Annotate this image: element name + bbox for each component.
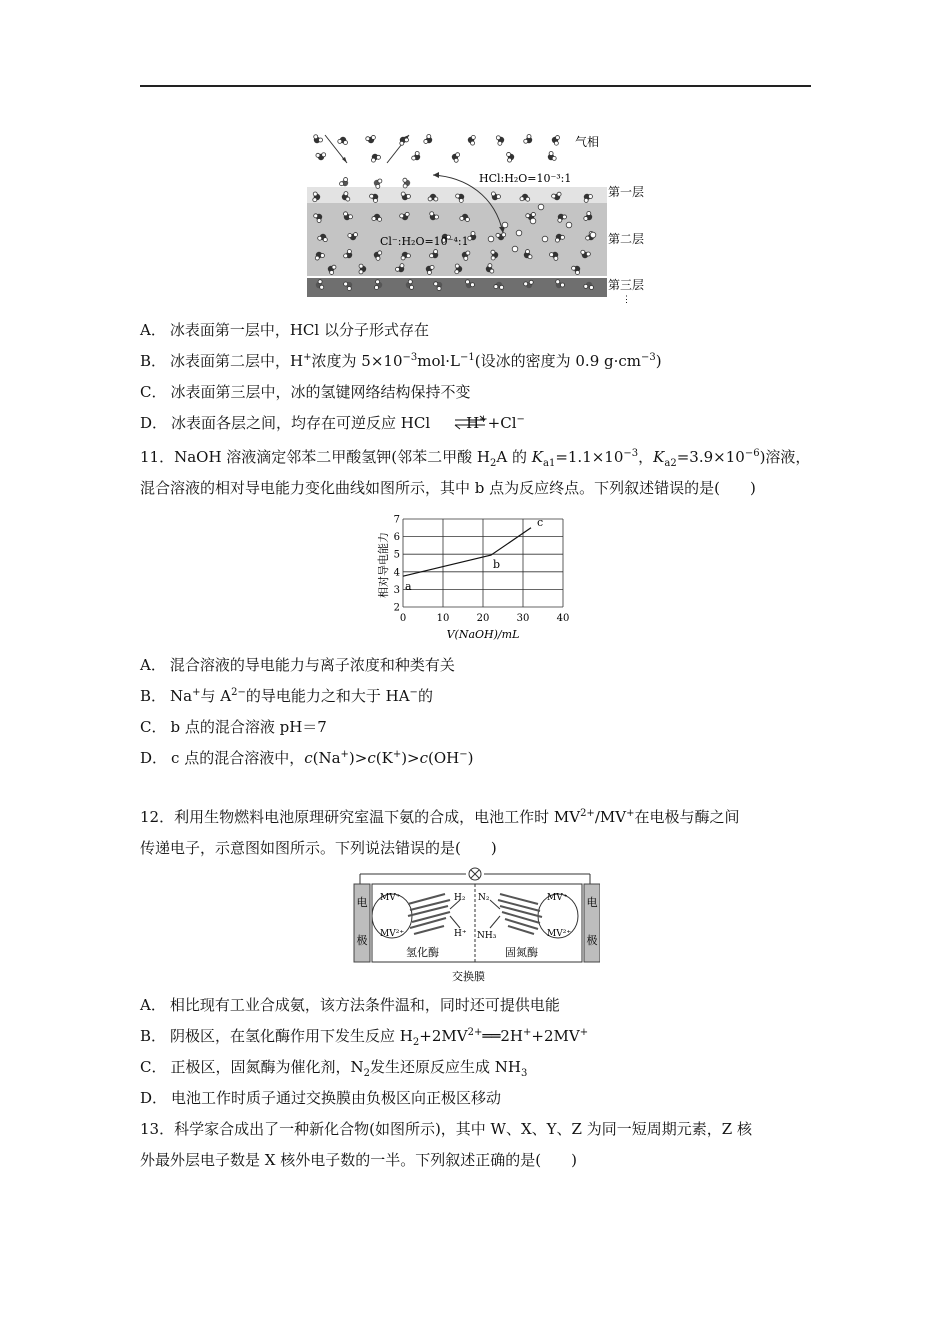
water-molecule [452, 153, 460, 163]
water-molecule [548, 152, 556, 161]
electrode-left-top: 电 [356, 896, 368, 909]
water-molecule [366, 135, 376, 143]
layer1-label: 第一层 [608, 185, 645, 199]
nitrogenase-label: 固氮酶 [505, 946, 538, 959]
water-molecule [400, 137, 409, 145]
nh3-label: NH₃ [477, 931, 497, 941]
q10-option-d: D． 冰表面各层之间，均存在可逆反应 HCl H++Cl− [140, 414, 525, 432]
q12-stem-line1: 12．利用生物燃料电池原理研究室温下氨的合成，电池工作时 $MV^{2+}/MV^+$在电极与酶之间 [140, 808, 740, 826]
q12-option-a: A． 相比现有工业合成氨，该方法条件温和，同时还可提供电能 [140, 996, 560, 1014]
mv2plus-right: MV²⁺ [547, 929, 572, 939]
electrode-right-bottom: 极 [586, 934, 598, 947]
chart-point-label: a [405, 580, 412, 594]
ellipsis-label: ⋮ [622, 295, 631, 305]
q12-stem-line2: 传递电子，示意图如图所示。下列说法错误的是( ) [140, 839, 497, 857]
hplus-label: H⁺ [454, 929, 467, 939]
chart-y-tick: 3 [393, 584, 400, 596]
chart-x-tick: 20 [476, 613, 490, 624]
hydrogenase-label: 氢化酶 [406, 946, 439, 959]
ice-surface-figure [305, 125, 650, 305]
water-molecule [314, 135, 323, 143]
mv-plus-left: MV⁺ [380, 893, 401, 903]
chart-y-tick: 2 [393, 602, 400, 614]
ion-marker [530, 218, 536, 224]
q11-stem-line2: 混合溶液的相对导电能力变化曲线如图所示，其中 b 点为反应终点。下列叙述错误的是( ) [140, 479, 756, 497]
mv2plus-left: MV²⁺ [380, 929, 405, 939]
q12-option-d: D． 电池工作时质子通过交换膜由负极区向正极区移动 [140, 1089, 502, 1107]
layer2-label: 第二层 [608, 232, 645, 246]
ion-marker [512, 246, 518, 252]
chart-x-tick: 40 [556, 613, 570, 624]
h2-label: H₂ [454, 893, 466, 903]
water-molecule [496, 136, 504, 146]
n2-label: N₂ [478, 893, 490, 903]
chart-series-line [403, 528, 531, 576]
equilibrium-arrow-icon [452, 414, 488, 432]
fuel-cell-figure [350, 864, 600, 986]
chart-y-tick: 6 [393, 532, 400, 544]
chart-x-tick: 10 [436, 613, 450, 624]
q13-stem-line2: 外最外层电子数是 X 核外电子数的一半。下列叙述正确的是( ) [140, 1151, 577, 1169]
chart-point-label: c [537, 515, 544, 529]
q11-stem-line1: 11．NaOH 溶液滴定邻苯二甲酸氢钾(邻苯二甲酸 $H_2A$ 的 $K_{a1}=1.1\times 10^{-3}$，$K_{a2}=3.9\times 10^{-6}$)溶液， [140, 448, 811, 469]
q10-option-b: B． 冰表面第二层中，H+浓度为 $5\times 10^{-3}mol\cdot L^{-1}$(设冰的密度为 0.9 $g\cdot cm^{-3}$) [140, 352, 662, 370]
membrane-label: 交换膜 [452, 970, 485, 983]
electrode-left-bottom: 极 [356, 934, 368, 947]
gas-phase-label: 气相 [575, 135, 600, 149]
ion-marker [590, 232, 596, 238]
ion-marker [542, 236, 548, 242]
water-molecule [403, 178, 410, 188]
layer3-label: 第三层 [608, 278, 645, 292]
water-molecule [316, 153, 326, 160]
chart-x-tick: 0 [399, 613, 407, 624]
water-molecule [374, 179, 382, 188]
water-molecule [340, 178, 349, 187]
water-molecule [338, 137, 348, 145]
electrode-right-top: 电 [586, 896, 598, 909]
q10-option-a: A． 冰表面第一层中，HCl 以分子形式存在 [140, 321, 429, 339]
water-molecule [412, 152, 421, 161]
q12-option-c: C． 正极区，固氮酶为催化剂，$N_2$发生还原反应生成 $NH_3$ [140, 1058, 528, 1079]
ion-marker [538, 204, 544, 210]
ratio-top-label: HCl:H₂O=10⁻³:1 [479, 172, 572, 185]
mv-plus-right: MV⁺ [547, 893, 568, 903]
chart-xlabel: V(NaOH)/mL [446, 628, 520, 641]
ion-marker [516, 230, 522, 236]
q11-option-c: C． b 点的混合溶液 pH＝7 [140, 718, 327, 736]
chart-point-label: b [493, 558, 501, 572]
water-molecule [424, 135, 432, 144]
ratio-mid-label: Cl⁻:H₂O=10⁻⁴:1 [380, 235, 469, 248]
q11-option-d: D． c 点的混合溶液中，c(Na+)>c(K+)>c(OH−) [140, 749, 474, 767]
water-molecule [371, 154, 380, 162]
q13-stem-line1: 13．科学家合成出了一种新化合物(如图所示)，其中 W、X、Y、Z 为同一短周期元素，Z 核 [140, 1120, 752, 1138]
chart-ylabel: 相对导电能力 [377, 532, 390, 598]
chart-y-tick: 4 [393, 567, 400, 579]
chart-x-tick: 30 [516, 613, 530, 624]
ion-marker [502, 222, 508, 228]
chart-y-tick: 5 [393, 549, 400, 561]
conductivity-chart [370, 510, 580, 645]
ion-marker [566, 222, 572, 228]
q11-option-b: B． Na+与 $A^{2-}$的导电能力之和大于 HA−的 [140, 687, 433, 705]
q10-option-c: C． 冰表面第三层中，冰的氢键网络结构保持不变 [140, 383, 471, 401]
water-molecule [552, 136, 560, 146]
water-molecule [524, 135, 532, 144]
header-rule [140, 85, 811, 87]
q12-option-b: B． 阴极区，在氢化酶作用下发生反应 $H_2+2MV^{2+}══2H^++2MV^+$ [140, 1027, 589, 1048]
q11-option-a: A． 混合溶液的导电能力与离子浓度和种类有关 [140, 656, 455, 674]
water-molecule [507, 152, 515, 162]
ion-marker [488, 236, 494, 242]
chart-y-tick: 7 [393, 514, 400, 526]
water-molecule [468, 135, 476, 145]
